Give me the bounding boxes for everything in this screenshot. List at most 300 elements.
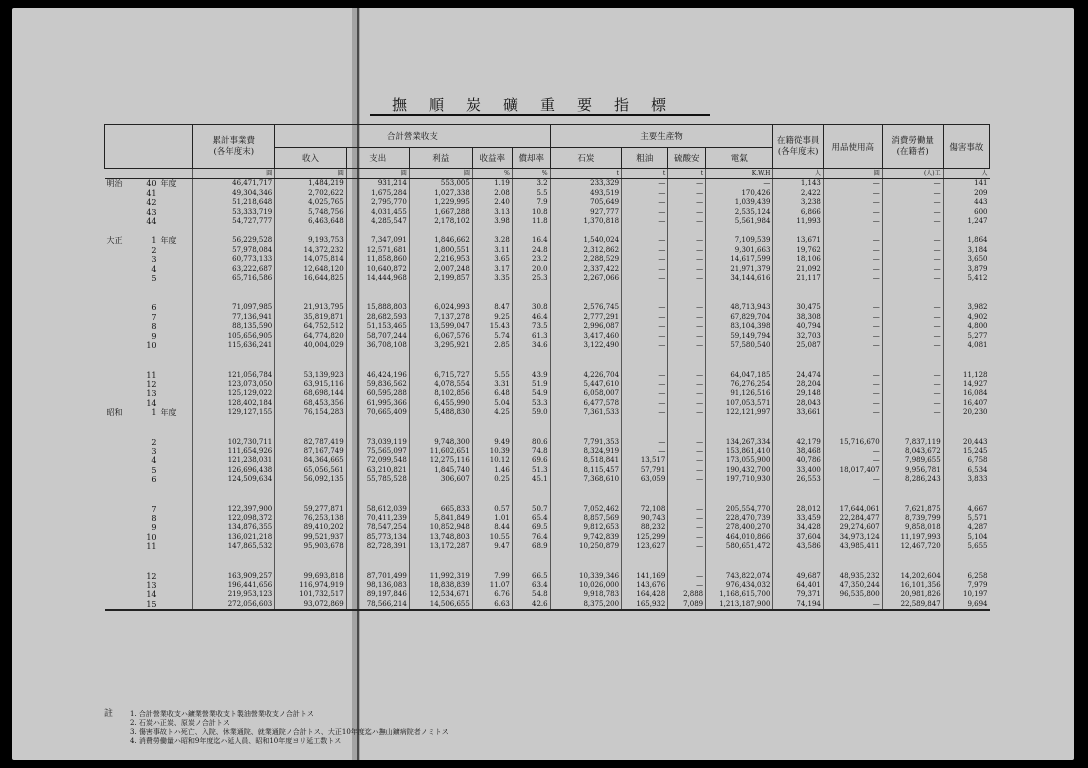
year-cell	[105, 600, 193, 610]
year-year: 15	[146, 599, 157, 609]
data-cell: 2,216,953	[409, 255, 472, 264]
header-income: 收入	[275, 148, 346, 169]
year-year: 3	[151, 446, 157, 456]
data-cell: 20,230	[943, 408, 989, 417]
data-cell	[773, 293, 823, 303]
data-cell: 66.5	[512, 572, 550, 581]
data-cell: 59,149,794	[706, 332, 773, 341]
data-cell: 743,822,074	[706, 572, 773, 581]
data-cell	[193, 226, 275, 236]
year-year: 44	[146, 217, 157, 227]
data-cell: 165,932	[622, 600, 668, 610]
data-cell: —	[823, 600, 882, 610]
year-cell	[105, 475, 193, 484]
data-cell: 37,604	[773, 533, 823, 542]
year-cell	[105, 274, 193, 283]
data-cell: 976,434,032	[706, 581, 773, 590]
data-cell: 10.55	[472, 533, 512, 542]
year-year: 43	[146, 207, 157, 217]
data-cell: 49,304,346	[193, 189, 275, 198]
data-cell: 134,876,355	[193, 523, 275, 532]
data-cell: 105,656,905	[193, 332, 275, 341]
data-cell: 96,535,800	[823, 590, 882, 599]
data-cell	[882, 361, 943, 371]
data-cell: 24.8	[512, 246, 550, 255]
data-cell	[773, 552, 823, 562]
data-cell: —	[668, 217, 706, 226]
data-cell: 5.04	[472, 399, 512, 408]
data-cell	[193, 428, 275, 438]
data-cell: 76.4	[512, 533, 550, 542]
data-cell: 3.11	[472, 246, 512, 255]
data-cell: 53.3	[512, 399, 550, 408]
data-cell	[512, 552, 550, 562]
data-cell	[472, 418, 512, 428]
data-cell: 126,696,438	[193, 466, 275, 475]
data-cell: —	[668, 389, 706, 398]
data-cell	[409, 283, 472, 293]
data-cell: 76,154,283	[275, 408, 346, 417]
footnotes	[104, 710, 804, 746]
data-cell: —	[882, 246, 943, 255]
data-cell: 5,841,849	[409, 514, 472, 523]
data-cell: 107,053,571	[706, 399, 773, 408]
data-cell: 7,989,655	[882, 456, 943, 465]
data-cell: 11,993	[773, 217, 823, 226]
data-cell: —	[882, 179, 943, 189]
year-cell	[105, 322, 193, 331]
data-cell: 3.13	[472, 208, 512, 217]
data-cell: 8,375,200	[550, 600, 621, 610]
data-cell: 29,148	[773, 389, 823, 398]
data-cell: 73,039,119	[346, 438, 409, 447]
data-cell: 16,101,356	[882, 581, 943, 590]
data-cell: 63,222,687	[193, 265, 275, 274]
data-cell	[550, 428, 621, 438]
data-cell: 125,299	[622, 533, 668, 542]
data-cell: 15,888,803	[346, 303, 409, 312]
data-cell: 89,197,846	[346, 590, 409, 599]
unit-cell: 人	[943, 169, 989, 179]
data-cell: —	[823, 322, 882, 331]
data-cell: 59,836,562	[346, 380, 409, 389]
data-cell: 3,238	[773, 198, 823, 207]
year-year: 5	[151, 465, 157, 475]
data-cell	[823, 283, 882, 293]
year-cell	[105, 562, 193, 572]
unit-cell: %	[472, 169, 512, 179]
data-cell	[346, 361, 409, 371]
data-cell: —	[882, 313, 943, 322]
data-cell: 9,812,653	[550, 523, 621, 532]
data-cell	[550, 552, 621, 562]
data-cell: 170,426	[706, 189, 773, 198]
data-cell	[882, 293, 943, 303]
data-cell: 6,024,993	[409, 303, 472, 312]
data-cell: 32,703	[773, 332, 823, 341]
notes-list	[130, 710, 804, 746]
data-cell: 87,167,749	[275, 447, 346, 456]
data-cell	[622, 495, 668, 505]
year-cell	[105, 179, 193, 189]
data-cell: 54.8	[512, 590, 550, 599]
data-cell	[706, 485, 773, 495]
data-cell: 26,553	[773, 475, 823, 484]
year-cell	[105, 447, 193, 456]
data-cell: 43.9	[512, 371, 550, 380]
data-cell	[773, 351, 823, 361]
spacer-row	[105, 351, 990, 361]
data-cell: 173,055,900	[706, 456, 773, 465]
data-cell: 88,135,590	[193, 322, 275, 331]
data-cell: 85,773,134	[346, 533, 409, 542]
data-cell: 61.3	[512, 332, 550, 341]
data-cell: 8,324,919	[550, 447, 621, 456]
data-cell: 1.01	[472, 514, 512, 523]
data-cell: 4,285,547	[346, 217, 409, 226]
data-cell: 1,846,662	[409, 236, 472, 245]
data-cell: 147,865,532	[193, 542, 275, 551]
data-cell: 8,286,243	[882, 475, 943, 484]
data-cell: 80.6	[512, 438, 550, 447]
year-cell	[105, 380, 193, 389]
data-cell: 2,777,291	[550, 313, 621, 322]
data-cell	[193, 552, 275, 562]
data-cell: 43,586	[773, 542, 823, 551]
data-cell: 65,716,586	[193, 274, 275, 283]
data-cell: 8.44	[472, 523, 512, 532]
data-cell: 29,274,607	[823, 523, 882, 532]
data-cell	[512, 418, 550, 428]
year-year: 10	[146, 532, 157, 542]
unit-cell: 人	[773, 169, 823, 179]
data-cell: —	[668, 189, 706, 198]
data-cell: 5,104	[943, 533, 989, 542]
data-cell: 7,089	[668, 600, 706, 610]
data-cell: 73.5	[512, 322, 550, 331]
data-cell: —	[823, 456, 882, 465]
year-cell	[105, 428, 193, 438]
data-cell: 7,137,278	[409, 313, 472, 322]
year-cell	[105, 456, 193, 465]
data-cell: 79,371	[773, 590, 823, 599]
data-cell: 34.6	[512, 341, 550, 350]
data-cell: 4,078,554	[409, 380, 472, 389]
table-row	[105, 179, 990, 189]
data-cell: 2,199,857	[409, 274, 472, 283]
data-cell: 82,728,391	[346, 542, 409, 551]
data-cell: —	[823, 380, 882, 389]
data-cell: 134,267,334	[706, 438, 773, 447]
data-cell	[409, 562, 472, 572]
year-year: 41	[146, 188, 157, 198]
data-cell	[275, 361, 346, 371]
data-cell: 6,058,007	[550, 389, 621, 398]
data-cell: 43,985,411	[823, 542, 882, 551]
data-cell: 3,122,490	[550, 341, 621, 350]
data-cell: 3.31	[472, 380, 512, 389]
data-cell: 56,229,528	[193, 236, 275, 245]
data-cell: 68,453,356	[275, 399, 346, 408]
data-cell: 72,108	[622, 505, 668, 514]
data-cell	[550, 418, 621, 428]
data-cell: —	[668, 572, 706, 581]
data-cell	[943, 226, 989, 236]
spacer-row	[105, 552, 990, 562]
spacer-row	[105, 418, 990, 428]
data-cell: 10,250,879	[550, 542, 621, 551]
data-cell: 53,139,923	[275, 371, 346, 380]
data-cell: 10,339,346	[550, 572, 621, 581]
data-cell	[512, 495, 550, 505]
data-cell: 11.07	[472, 581, 512, 590]
data-cell: 101,732,517	[275, 590, 346, 599]
data-cell: 122,397,900	[193, 505, 275, 514]
data-cell: 5,277	[943, 332, 989, 341]
data-cell: 46,424,196	[346, 371, 409, 380]
data-cell: —	[668, 303, 706, 312]
data-cell: 42,179	[773, 438, 823, 447]
data-cell: 78,566,214	[346, 600, 409, 610]
spacer-row	[105, 428, 990, 438]
data-cell: 493,519	[550, 189, 621, 198]
data-cell: 7,361,533	[550, 408, 621, 417]
data-cell: 10.39	[472, 447, 512, 456]
data-cell: —	[622, 447, 668, 456]
data-cell: 3,417,460	[550, 332, 621, 341]
data-cell: 28,012	[773, 505, 823, 514]
data-cell	[275, 226, 346, 236]
data-cell	[773, 418, 823, 428]
data-cell: 14,617,599	[706, 255, 773, 264]
data-cell: —	[882, 322, 943, 331]
data-cell: 6.76	[472, 590, 512, 599]
data-cell: —	[706, 179, 773, 189]
data-cell: 67,829,704	[706, 313, 773, 322]
year-cell	[105, 418, 193, 428]
data-cell: 9,193,753	[275, 236, 346, 245]
data-cell: 49,687	[773, 572, 823, 581]
data-cell	[773, 361, 823, 371]
data-cell: 15.43	[472, 322, 512, 331]
data-cell: —	[823, 179, 882, 189]
data-cell: 6.63	[472, 600, 512, 610]
data-cell: 87,701,499	[346, 572, 409, 581]
data-cell: 3,650	[943, 255, 989, 264]
data-cell: 15,245	[943, 447, 989, 456]
table-row	[105, 371, 990, 380]
data-cell: 0.57	[472, 505, 512, 514]
year-era: 大正	[106, 236, 123, 246]
data-cell: 42.6	[512, 600, 550, 610]
data-cell: 18,017,407	[823, 466, 882, 475]
year-year: 42	[146, 198, 157, 208]
unit-cell: t	[622, 169, 668, 179]
data-cell: 219,953,123	[193, 590, 275, 599]
header-profit-rate: 收益率	[472, 148, 512, 169]
data-cell: 1,667,288	[409, 208, 472, 217]
year-cell	[105, 341, 193, 350]
data-cell: 51,218,648	[193, 198, 275, 207]
data-cell: 11,858,860	[346, 255, 409, 264]
table-row	[105, 505, 990, 514]
data-cell: 95,903,678	[275, 542, 346, 551]
data-cell: —	[668, 581, 706, 590]
data-cell	[275, 418, 346, 428]
data-cell: —	[668, 542, 706, 551]
data-cell: 196,441,656	[193, 581, 275, 590]
data-cell	[668, 562, 706, 572]
data-cell	[193, 293, 275, 303]
year-cell	[105, 485, 193, 495]
header-accidents: 傷害事故	[943, 125, 989, 169]
data-cell: 4,031,455	[346, 208, 409, 217]
header-electricity: 電氣	[706, 148, 773, 169]
data-cell: 93,072,869	[275, 600, 346, 610]
data-cell: —	[622, 322, 668, 331]
data-cell: 77,136,941	[193, 313, 275, 322]
data-cell: —	[882, 274, 943, 283]
data-cell	[550, 562, 621, 572]
header-ammonium-sulfate: 硫酸安	[668, 148, 706, 169]
data-cell: 5,571	[943, 514, 989, 523]
table-row	[105, 408, 990, 417]
year-year: 6	[151, 303, 157, 313]
year-cell	[105, 389, 193, 398]
data-cell	[943, 351, 989, 361]
data-cell	[346, 226, 409, 236]
data-cell: 123,073,050	[193, 380, 275, 389]
year-cell	[105, 226, 193, 236]
data-cell: 16.4	[512, 236, 550, 245]
data-cell: 8,518,841	[550, 456, 621, 465]
data-cell: 34,973,124	[823, 533, 882, 542]
data-cell	[706, 418, 773, 428]
header-staff: 在籍從事員 (各年度末)	[773, 125, 823, 169]
spacer-row	[105, 293, 990, 303]
data-cell	[346, 552, 409, 562]
data-cell	[706, 495, 773, 505]
data-cell: 10.12	[472, 456, 512, 465]
data-cell: —	[668, 255, 706, 264]
data-cell: 22,589,847	[882, 600, 943, 610]
spacer-row	[105, 562, 990, 572]
data-cell	[943, 495, 989, 505]
table-row	[105, 236, 990, 245]
data-cell: 14,444,968	[346, 274, 409, 283]
data-cell: 38,468	[773, 447, 823, 456]
data-cell: 51,153,465	[346, 322, 409, 331]
year-cell	[105, 466, 193, 475]
data-cell: 61,995,366	[346, 399, 409, 408]
data-cell: 2,888	[668, 590, 706, 599]
data-cell: 111,654,926	[193, 447, 275, 456]
data-cell: 14,506,655	[409, 600, 472, 610]
data-cell: —	[823, 303, 882, 312]
year-year: 2	[151, 437, 157, 447]
data-cell: —	[668, 408, 706, 417]
data-cell: 70,665,409	[346, 408, 409, 417]
table-row	[105, 533, 990, 542]
year-year: 14	[146, 590, 157, 600]
header-depreciation-rate: 償却率	[512, 148, 550, 169]
data-cell: 1,247	[943, 217, 989, 226]
data-cell: —	[622, 438, 668, 447]
data-cell: —	[668, 380, 706, 389]
data-cell: 1,229,995	[409, 198, 472, 207]
unit-cell: 圓	[823, 169, 882, 179]
data-cell: 278,400,270	[706, 523, 773, 532]
data-cell: 272,056,603	[193, 600, 275, 610]
data-cell	[706, 361, 773, 371]
data-cell	[193, 283, 275, 293]
year-era: 明治	[106, 179, 123, 189]
data-cell: 121,238,031	[193, 456, 275, 465]
data-cell: —	[823, 217, 882, 226]
data-cell: 12,534,671	[409, 590, 472, 599]
page-title: 撫順炭礦重要指標	[391, 96, 688, 114]
data-cell	[193, 485, 275, 495]
data-cell	[346, 418, 409, 428]
data-cell: 57,580,540	[706, 341, 773, 350]
spacer-row	[105, 361, 990, 371]
units-row	[105, 169, 990, 179]
data-cell: 5.74	[472, 332, 512, 341]
data-cell: —	[622, 303, 668, 312]
data-cell: 1,027,338	[409, 189, 472, 198]
year-year: 1	[151, 408, 157, 418]
data-cell: 20,981,826	[882, 590, 943, 599]
data-cell: 11,128	[943, 371, 989, 380]
year-cell	[105, 293, 193, 303]
data-cell: 91,126,516	[706, 389, 773, 398]
data-cell: 65,056,561	[275, 466, 346, 475]
data-cell: —	[668, 447, 706, 456]
data-cell	[668, 283, 706, 293]
data-cell: 14,075,814	[275, 255, 346, 264]
data-cell: 6,455,990	[409, 399, 472, 408]
data-cell: 163,909,257	[193, 572, 275, 581]
data-cell: 190,432,700	[706, 466, 773, 475]
data-cell: 48,935,232	[823, 572, 882, 581]
data-cell: 2,007,248	[409, 265, 472, 274]
data-cell: —	[668, 313, 706, 322]
data-cell: 6,477,578	[550, 399, 621, 408]
data-cell: 580,651,472	[706, 542, 773, 551]
data-cell: 21,117	[773, 274, 823, 283]
data-cell	[550, 226, 621, 236]
data-cell	[823, 226, 882, 236]
table-row	[105, 523, 990, 532]
data-cell: —	[668, 399, 706, 408]
data-cell: 6,866	[773, 208, 823, 217]
data-cell: 1,540,024	[550, 236, 621, 245]
data-cell: 2,702,622	[275, 189, 346, 198]
data-cell: 141,169	[622, 572, 668, 581]
table-row	[105, 322, 990, 331]
data-cell: 76,276,254	[706, 380, 773, 389]
data-cell	[512, 485, 550, 495]
data-cell	[550, 485, 621, 495]
data-cell: 23.2	[512, 255, 550, 264]
data-cell: 9,918,783	[550, 590, 621, 599]
data-cell: 6.48	[472, 389, 512, 398]
spacer-row	[105, 495, 990, 505]
data-cell: 35,819,871	[275, 313, 346, 322]
data-cell	[472, 552, 512, 562]
data-cell: 14,372,232	[275, 246, 346, 255]
data-cell: 4,025,765	[275, 198, 346, 207]
